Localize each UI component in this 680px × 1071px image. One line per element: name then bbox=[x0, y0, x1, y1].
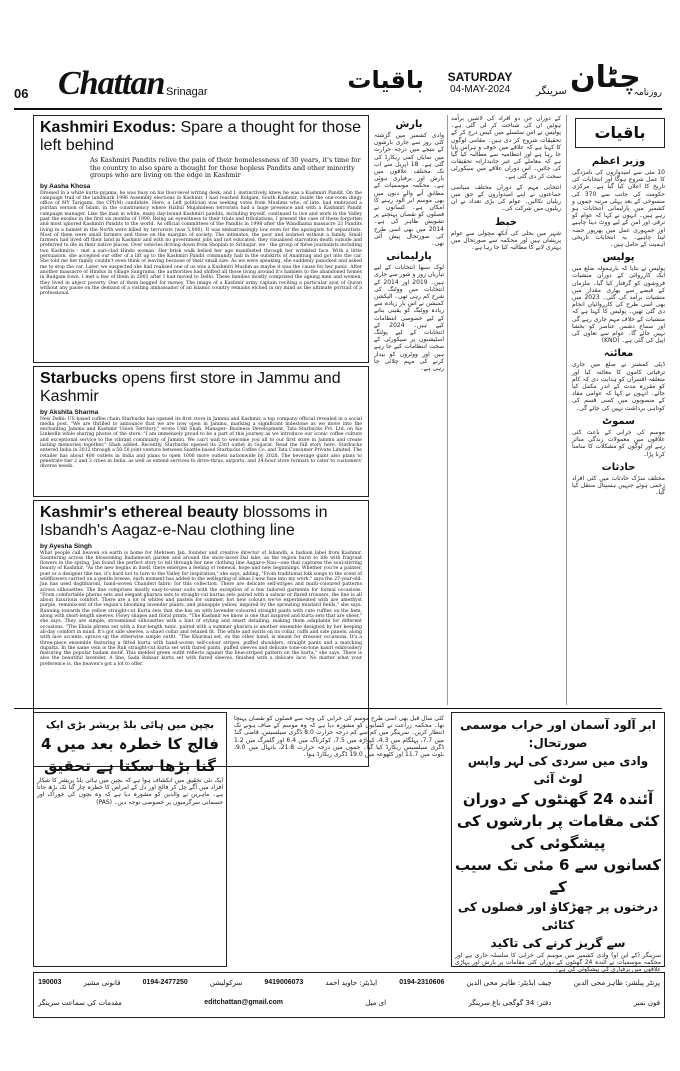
footer-label: قانونی مشیر bbox=[83, 979, 121, 987]
headline: فالج کا خطرہ بعد میں 4 گنا بڑھا سکتا ہے تحقیق bbox=[40, 735, 219, 775]
footer-number: 190003 bbox=[38, 979, 62, 986]
footer-label: پرنٹر پبلشر: طاہر محی الدین bbox=[573, 979, 660, 987]
footer-number: 9419006073 bbox=[264, 979, 304, 986]
article-title: Starbucks opens first store in Jammu and Kashmir bbox=[40, 369, 341, 405]
footer-label: چیف ایڈیٹر: طاہر محی الدین bbox=[466, 979, 552, 987]
column-text: کے دوران جن دو افراد کی لاشیں برآمد ہوئیں ان کی شناخت کر لی گئی ہے۔ پولیس نے اس سلسلے میں کیس درج کر کے تحقیقات شروع کر دی ہیں۔ مقامی لوگوں کا کہنا ہے کہ علاقے میں خوف و ہراس پایا جا رہا ہے اور انتظامیہ سے مطالبہ کیا گیا ہے کہ معاملے کی غیر جانبدارانہ تحقیقات کی جائیں۔ اس دوران علاقے میں سیکورٹی سخت کر دی گئی ہے۔ bbox=[451, 115, 561, 180]
column-text: لوک سبھا انتخابات کے لیے تیاریاں زور و شور سے جاری ہیں۔ 2019 اور 2014 کے انتخابات میں ووٹنگ کی شرح کم رہی تھی۔ الیکشن کمیشن نے اس بار زیادہ سے زیادہ ووٹنگ کو یقینی بنانے کے لیے خصوصی انتظامات کیے ہیں۔ 2024 کے انتخابات کے لیے پولنگ اسٹیشنوں پر سیکورٹی کے سخت انتظامات کیے جا رہے ہیں اور ووٹروں کو بیدار کرنے کی مہم چلائی جا رہی ہے۔ bbox=[374, 264, 445, 373]
article-subtitle: As Kashmiri Pandits relive the pain of their homelessness of 30 years, it's time for the country to also spare a thought for those hopless Pandits and other minority groups who are living on the edge in Kashmir bbox=[90, 156, 361, 179]
column-heading: حادثات bbox=[601, 461, 636, 473]
english-column bbox=[33, 115, 369, 703]
column-text: مختلف سڑک حادثات میں کئی افراد زخمی ہوئے جنہیں ہسپتال منتقل کیا گیا۔ bbox=[572, 474, 665, 497]
masthead-rule bbox=[14, 108, 662, 110]
article-body: What people call heaven on earth is home for Mehreen Jan, founder and creative director of Isbandh, a fashion label from Kashmir. Sauntering across the blossoming Badamwari garden and around the snow-laced Dal lake, as the region burst to life with fragrant flowers in the spring, Jan found the perfect story to tell through her new clothing line Aagaz-e-Nau—one that captures the soul-stirring beauty of Kashmir. "As the new begins in itself, there emerges a feeling of renewal, hope and new beginnings. Whether you're a painter, poet or a designer like me, it's hard not to turn to the Valley for inspiration," she says, adding, "From traditional folk songs to the scent of wildflowers carried on a gentle breeze, each moment has added to the wellspring of ideas I now fuse into my work," says the 27-year-old. Jan has used doghbaroni, hand-woven Chanderi fabric for this collection. There are delicate self-stripes and multi-coloured patterns across silhouettes. The line comprises mostly easy-to-wear suits with the exception of a few tailored garments for formal occasions. "From comfortable pheras sets and elegant gharara sets to straight-cut kurtas sets paired with a salwar or flared trousers, the line is all about luxurious comfort. There are a lot of whites and pastels for summer, hot new colours we've experimented with are amethyst purple, reminiscent of the region's blooming lavender plants, and pineapple yellow, inspired by the sprawling mustard fields," she says. Running towards the yellow straight-cut Kurta sets that she has on with lavender-coloured straight pants with cute ruffles on the hem, along with short-length sleeves. Flowy shapes and floral prints. "The Kashmir we know is one that inspired and kurta sets that are sheer," she says. They are simple, streamlined silhouettes with a hint of styling and smart detailing, making them adaptable for different occasions. "The Ekala phrens set with a four-length tunic, paired with a summer gharara is another ensemble designed by her keeping all-day comfort in mind. It's got side sleeves, a shawl collar and relaxed fit. The white and swirls on its collar, cuffs and side panels, along with lace accents, spruce up the otherwise simple outfit. "The Khurmal set, on the other hand, is meant for dressier occasions. It's a three-piece ensemble featuring a fitted kurta with hand-woven self-colour stripes, puffed shoulders, straight pants and a matching dupatta. In the same vein is the Ruh straight-cut kurta set with flared pants, puffed sleeves and delicate tone-on-tone kasiri embroidery featuring the popular badam motif. This melded green outfit reflects against the blue-striped pattern on the kurta," she says. There is also the beautiful lavender, A line, Sada Bahaar kurta set with flared sleeves, finished with a delicate lace. No matter what your preference is, the heaven's got a lot to offer. bbox=[40, 550, 362, 667]
column-text: انتخابی مہم کے دوران مختلف سیاسی جماعتوں نے اپنے امیدواروں کے حق میں ریلیاں نکالیں۔ عوام کی بڑی تعداد نے ان ریلیوں میں شرکت کی۔ bbox=[451, 183, 561, 213]
footer-number: editchattan@gmail.com bbox=[204, 999, 283, 1006]
article-body: Dressed in a white kurta-pyjama, he was busy on his floor-level writing desk, and I, instinctively, knew he was a Kashmiri Pandit. On the campaign trail of the landmark 1996 Assembly elections in Kashmir, I had reached Kulgam, South Kashmir, inside the one-room dingy office of MY Tarigami, the CPI(M) candidate. Here, a Left politician was seeking votes from Muslims who, of late, had embraced a puritan version of Islam, in the constituency where Hizbul Mujahideen terrorists had a huge presence and with a Kashmiri Pandit campaign manager. Like the man in white, many day-bound Kashmiri pandits, including myself, continued to live and work in the Valley past the exodus in the first six months of 1990. Being an eyewitness to their trials and tribulations, I present the case of these forgotten and most ignored Kashmiri Pandits to the world. As official committees of the Pandits in 1998 after the Wandhama massacre 23 Pandits living in a hamlet in the North were killed by terrorists (was 5,000). It was embarrassingly low even for the apologists for separatists. Most of them were small farmers and those on the margins of society. The intimates, the poor and isolated without a family. Small farmers had lived off their land in Kashmir and with no government jobs and not educated, they visualised starvation death outside and preferred to die in their native places. Over vehicles driving down from Shopian to Srinagar, we - the group of three journalists including two Kashmiris - met a sari-clad Hindu woman. Her brisk walk belied her age manifested through her wrinkled face. With a little persuasion, she accepted our offer of a lift up to the Kashmiri Pandit community hall in the outskirts of Anantnag and got into the car. She told me her family couldn't even think of leaving because of their small size. As we were speaking, she suddenly panicked and asked me to stop the car. Later, we suspected she had realised one of us was a Kashmiri Muslim as maybe it was the cause for her panic. After another massacre of Hindus in village Sangrama, the authorities had shifted all those living around it's hamlets to the abandoned homes in Budgam town. I met a few of them in 2003 after I had moved to Delhi. These families mostly comprised the ageing men and women; they lived in abject poverty. One of them begged for money. The image of a Kashmir army captain reciting a particular ayat of Quran without any pause on the demand of a visiting ambassador of an Islamic country remains etched in my mind as the ultimate portrait of a professional. bbox=[40, 190, 362, 297]
footer-label: ای میل bbox=[365, 999, 387, 1007]
column-heading: وزیر اعظم bbox=[591, 156, 646, 167]
column-text: 10 مئی سے امیدواروں کی نامزدگی کا عمل شروع ہوگا اور انتخابات کی تاریخ کا اعلان کیا گیا ہے۔ مرکزی حکومت کی جانب سے 370 کی منسوخی کے بعد پہلی مرتبہ جموں و کشمیر میں پارلیمانی انتخابات ہو رہے ہیں۔ انہوں نے کہا کہ عوام کو ترقی اور امن کے لیے ووٹ دینا چاہیے اور جمہوری عمل میں بھرپور حصہ لینا چاہیے۔ یہ انتخابات تاریخی اہمیت کے حامل ہیں۔ bbox=[572, 169, 666, 249]
article-title: Kashmiri Exodus: Spare a thought for those left behind bbox=[40, 119, 362, 154]
weather-continued bbox=[231, 712, 447, 967]
footer-label: ایڈیٹر: جاوید احمد bbox=[325, 979, 378, 987]
headline: وادی میں سردی کی لہر واپس لوٹ آئی bbox=[467, 754, 649, 786]
section-title: باقیات bbox=[347, 66, 424, 94]
weather-story bbox=[451, 712, 665, 974]
footer-label: فون نمبر bbox=[633, 999, 660, 1007]
story-text: ایک نئی تحقیق میں انکشاف ہوا ہے کہ بچپن میں ہائی بلڈ پریشر کا شکار افراد میں آگے چل کر فالج اور دل کے امراض کا خطرہ چار گنا تک بڑھ جاتا ہے۔ ماہرین نے والدین کو مشورہ دیا ہے کہ وہ بچوں کی خوراک اور جسمانی سرگرمیوں پر خصوصی توجہ دیں۔ (PAS) bbox=[37, 777, 223, 806]
imprint-footer bbox=[33, 972, 665, 1018]
article-byline: by Akshita Sharma bbox=[40, 408, 99, 416]
column-text: ڈپٹی کمشنر نے ضلع میں جاری ترقیاتی کاموں کا معائنہ کیا اور متعلقہ افسران کو ہدایت دی کہ کام کو مقررہ مدت کے اندر مکمل کیا جائے۔ انہوں نے کہا کہ عوامی مفاد کے منصوبوں میں کسی قسم کی کوتاہی برداشت نہیں کی جائے گی۔ bbox=[572, 361, 665, 412]
city-urdu: سرینگر bbox=[536, 86, 567, 97]
footer-number: 0194-2477250 bbox=[142, 979, 188, 986]
headline: ابر آلود آسمان اور خراب موسمی صورتحال: bbox=[460, 718, 656, 750]
column-text: شہر میں بجلی کی آنکھ مچولی سے عوام پریشان ہیں اور محکمہ سے صورتحال میں بہتری لانے کا مطالبہ کیا جا رہا ہے۔ bbox=[451, 229, 561, 252]
day-label: SATURDAY bbox=[447, 70, 513, 84]
footer-row bbox=[38, 979, 660, 987]
column-heading: پارلیمانی bbox=[386, 251, 432, 263]
health-story bbox=[33, 712, 227, 967]
location-label: Srinagar bbox=[166, 86, 208, 98]
article-byline: by Aasha Khosa bbox=[40, 182, 91, 190]
urdu-column-right bbox=[572, 152, 665, 705]
masthead bbox=[14, 60, 662, 106]
urdu-logo: چٹان bbox=[570, 60, 641, 95]
column-divider bbox=[447, 115, 448, 705]
column-heading: معائنہ bbox=[603, 348, 634, 360]
article-starbucks bbox=[33, 366, 369, 497]
chattan-logo: Chattan bbox=[58, 65, 165, 102]
article-title: Kashmir's ethereal beauty blossoms in Isbandh's Aagaz-e-Nau clothing line bbox=[40, 503, 328, 539]
section-rule bbox=[14, 708, 662, 709]
headline: آئندہ 24 گھنٹوں کے دوران bbox=[462, 790, 654, 808]
article-body: New Delhi: US based coffee chain Starbucks has opened its first store in Jammu and Kashmir, a top company official revealed in a social media post. "We are thrilled to announce that we are now open in Jammu, marking a significant milestone as we move into the enchanting Jammu and Kashmir Union Territory," wrote Udit Shah, Manager- Business Development, Tata Starbucks Pvt. Ltd. on his LinkedIn while sharing photos of the store. "I am immensely proud to be a part of this journey as we introduce our iconic coffee culture and exceptional service to the vibrant community of Jammu. We can't wait to welcome you all to our first store in Jammu and create lasting memories together," Shah added. Recently, Starbucks opened its 23rd outlet in Gujarat. Read the full story here. Starbucks entered India in 2012 through a 50:50 joint venture between Seattle-based Starbucks Coffee Co. and Tata Consumer Private Limited. The retailer has about 400 outlets in India and plans to open 1000 more outlets nationwide by 2028. The beverage giant also plans to penetrate tier 2 and 3 cities in India, as well as extend services to drive-thrus, airports, and 24-hour store formats to cater to customers' diverse needs. bbox=[40, 416, 362, 470]
column-heading: سموٹ bbox=[602, 415, 635, 427]
bottom-section bbox=[33, 712, 665, 974]
story-text: کئی سال قبل بھی اسی طرح موسم کی خرابی کی وجہ سے فصلوں کو نقصان پہنچا تھا۔ محکمہ زراعت نے کسانوں کو مشورہ دیا ہے کہ وہ موسم کے صاف ہونے تک انتظار کریں۔ سرینگر میں کم سے کم درجہ حرارت 8.0 ڈگری سیلسیس، قاضی گنڈ میں 7.7، پہلگام میں 4.3، کپواڑہ میں 7.5، کوکرناگ میں 6.4 اور گلمرگ میں 1.2 ڈگری سیلسیس ریکارڈ کیا گیا۔ جموں میں درجہ حرارت 21.8، بانہال میں 9.0، بٹوت میں 11.7 اور کٹھوعہ میں 19.0 ڈگری ریکارڈ ہوا۔ bbox=[234, 715, 445, 759]
page-number: 06 bbox=[14, 86, 29, 101]
story-text: سرینگر (کے این او) وادی کشمیر میں موسم کی خرابی کا سلسلہ جاری ہے اور محکمہ موسمیات نے آئندہ 24 گھنٹوں کے دوران کئی مقامات پر بارش اور پہاڑی علاقوں میں برفباری کی پیشگوئی کی ہے۔ bbox=[455, 952, 662, 974]
column-text: موسم کی خرابی کے باعث کئی علاقوں میں معمولات زندگی متاثر رہے اور لوگوں کو مشکلات کا سامنا کرنا پڑا۔ bbox=[572, 428, 665, 458]
column-heading: پولیس bbox=[602, 252, 635, 264]
date-block bbox=[430, 70, 530, 95]
daily-label: روزنامہ bbox=[633, 88, 662, 98]
headline: کئی مقامات پر بارشوں کی پیشگوئی کی bbox=[456, 812, 660, 852]
headline: سے گریز کرنے کی تاکید bbox=[490, 936, 626, 950]
column-text: وادی کشمیر میں گزشتہ کئی روز سے جاری بارشوں کے نتیجے میں درجہ حرارت میں نمایاں کمی ریکارڈ کی گئی ہے۔ 18 اپریل سے اب تک مختلف علاقوں میں بارش اور برفباری ہوئی ہے۔ محکمہ موسمیات کے مطابق آنے والے دنوں میں بھی موسم ابر آلود رہنے کا امکان ہے۔ کسانوں نے فصلوں کو نقصان پہنچنے پر تشویش ظاہر کی ہے۔ 2014 میں بھی اسی طرح کی صورتحال پیش آئی تھی۔ bbox=[374, 132, 445, 248]
urdu-column-middle bbox=[451, 115, 561, 705]
footer-row bbox=[38, 999, 660, 1007]
footer-label: دفتر: 34 گوگجی باغ سرینگر bbox=[468, 999, 552, 1007]
headline: درختوں پر چھڑکاؤ اور فصلوں کی کٹائی bbox=[457, 900, 659, 932]
urdu-column-left bbox=[374, 115, 444, 705]
kicker: بچپن میں ہائی بلڈ پریشر بڑی ایک bbox=[46, 720, 214, 731]
column-text: پولیس نے بتایا کہ بارہمولہ ضلع میں ایک کارروائی کے دوران منشیات فروشوں کو گرفتار کیا گیا۔ ملزمان کے قبضے سے بھاری مقدار میں منشیات برآمد کی گئی۔ 2023 میں بھی اسی طرح کی کارروائیاں انجام دی گئی تھیں۔ پولیس کا کہنا ہے کہ منشیات کے خلاف مہم جاری رہے گی اور سماج دشمن عناصر کو بخشا نہیں جائے گا۔ عوام سے تعاون کی اپیل کی گئی ہے۔ (KNO) bbox=[572, 265, 665, 345]
article-kashmiri-exodus bbox=[33, 115, 369, 363]
column-heading: بارش bbox=[395, 119, 423, 130]
footer-label: مقدمات کی سماعت سرینگر bbox=[38, 999, 122, 1007]
article-byline: by Ayesha Singh bbox=[40, 542, 92, 550]
sidebar-title: باقیات bbox=[575, 118, 665, 148]
headline: کسانوں سے 6 مئی تک سیب کے bbox=[455, 856, 661, 896]
column-divider bbox=[566, 115, 567, 705]
footer-number: 0194-2310606 bbox=[399, 979, 445, 986]
date-label: 04-MAY-2024 bbox=[449, 84, 511, 95]
footer-label: سرکولیشن bbox=[209, 979, 243, 987]
column-heading: خبط bbox=[495, 216, 517, 228]
